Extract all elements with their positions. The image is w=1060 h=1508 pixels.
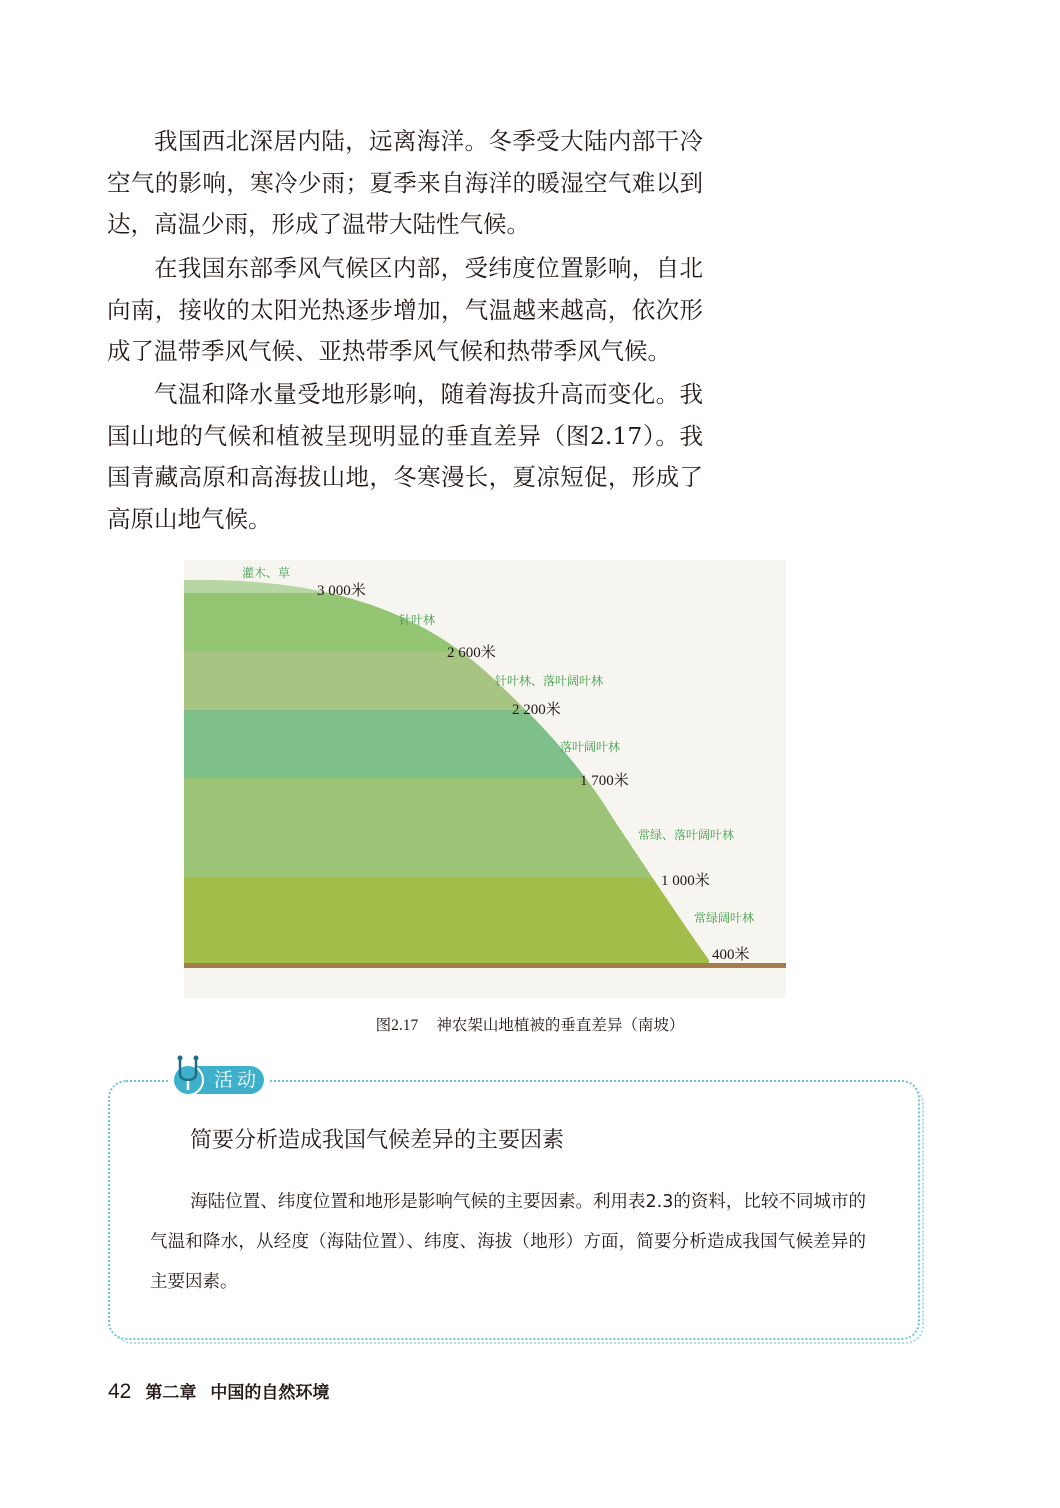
altitude-label-2600: 2 600米 xyxy=(447,645,496,661)
altitude-label-3000: 3 000米 xyxy=(317,583,366,599)
zone-label-evergreen-deciduous: 常绿、落叶阔叶林 xyxy=(638,828,735,842)
chapter-number: 第二章 xyxy=(145,1383,197,1403)
activity-title: 简要分析造成我国气候差异的主要因素 xyxy=(190,1128,565,1153)
altitude-label-1000: 1 000米 xyxy=(661,873,710,889)
vegetation-zone-figure xyxy=(184,560,786,998)
paragraph-1: 我国西北深居内陆，远离海洋。冬季受大陆内部干冷空气的影响，寒冷少雨；夏季来自海洋的暖湿空气难以到达，高温少雨，形成了温带大陆性气候。 xyxy=(107,127,703,238)
activity-badge xyxy=(168,1062,268,1098)
activity-badge-label: 活动 xyxy=(178,1066,264,1094)
ground-line xyxy=(184,963,786,968)
page-number: 42 xyxy=(108,1380,132,1403)
altitude-label-1700: 1 700米 xyxy=(580,773,629,789)
caption-text: 神农架山地植被的垂直差异（南坡） xyxy=(436,1016,685,1034)
zone-label-shrub-grass: 灌木、草 xyxy=(242,566,291,580)
altitude-label-2200: 2 200米 xyxy=(512,702,561,718)
band-conifer-deciduous xyxy=(184,710,786,778)
paragraph-2: 在我国东部季风气候区内部，受纬度位置影响，自北向南，接收的太阳光热逐步增加，气温越来越高，依次形成了温带季风气候、亚热带季风气候和热带季风气候。 xyxy=(107,254,703,365)
altitude-label-400: 400米 xyxy=(712,947,750,963)
zone-label-conifer: 针叶林 xyxy=(399,613,436,627)
page-footer xyxy=(108,1378,329,1404)
stethoscope-icon xyxy=(168,1052,208,1098)
figure-caption xyxy=(0,1013,1060,1035)
chapter-title: 中国的自然环境 xyxy=(210,1383,330,1403)
zone-label-conifer-deciduous: 针叶林、落叶阔叶林 xyxy=(495,674,604,688)
mountain-slope-diagram xyxy=(184,560,786,998)
zone-label-evergreen: 常绿阔叶林 xyxy=(694,911,755,925)
paragraph-3: 气温和降水量受地形影响，随着海拔升高而变化。我国山地的气候和植被呈现明显的垂直差异（图2.17）。我国青藏高原和高海拔山地，冬寒漫长，夏凉短促，形成了高原山地气候。 xyxy=(107,380,703,533)
activity-body: 海陆位置、纬度位置和地形是影响气候的主要因素。利用表2.3的资料，比较不同城市的气温和降水，从经度（海陆位置）、纬度、海拔（地形）方面，简要分析造成我国气候差异的主要因素。 xyxy=(150,1192,866,1292)
zone-label-deciduous: 落叶阔叶林 xyxy=(560,740,621,754)
caption-number: 图2.17 xyxy=(375,1017,419,1034)
